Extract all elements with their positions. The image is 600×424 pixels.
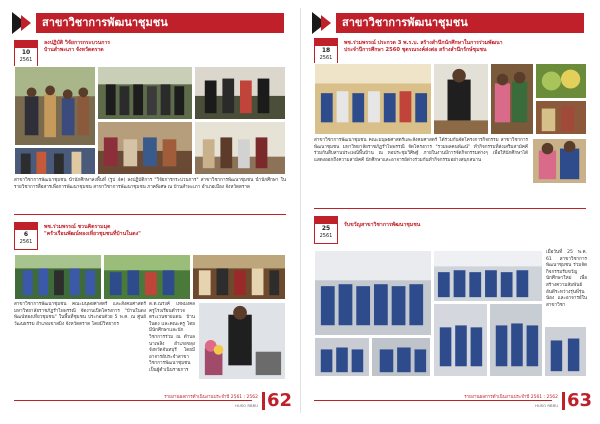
page-footer [300,392,600,412]
date-year: 2561 [19,239,33,245]
entry-caption: สาขาวิชาการพัฒนาชุมชน คณะมนุษยศาสตร์และสังคมศาสตร์ ได้ร่วมกันจัดโครงการกิจกรรม สาขาวิชาการพัฒนาชุมชน มหาวิทยาลัยราชภัฏรำไพพรรณี จัดโครงการ "รวมพลคนพัฒน์" ทำกิจกรรมที่ส่งเสริมสามัคคี ร่วมกันสืบสานประเพณีพื้นบ้าน ณ หอประชุมวิศิษฐ์ ภายในงานมีการจัดกิจกรรมต่างๆ เพื่อให้นักศึกษาได้แสดงออกถึงความสามัคคี นักศึกษาและอาจารย์ต่างร่วมกันทำกิจกรรมอย่างสนุกสนาน [314,138,528,163]
entry-heading [344,40,586,54]
footer-sub: HUSO RBRU [535,403,558,408]
event-photo [490,63,534,135]
date-year: 2561 [319,55,333,61]
date-year: 2561 [319,233,333,239]
section-divider [14,214,286,215]
entry-caption: สาขาวิชาการพัฒนาชุมชน คณะมนุษยศาสตร์ และสังคมศาสตร์ มหาวิทยาลัยราชภัฏรำไพพรรณี จัดงานเปิดโครงการ "บ้านในดงพัฒน์ทองเที่ยวชุมชน" ในพื้นที่ชุมชน ประกอบด้วย 5 พ.ค. ณ ศูนย์วัฒนธรรม อำเภอเขาสมิง จังหวัดตราด โดยมีวิทยากร [14,302,146,327]
page-number: 63 [567,390,593,411]
entry-caption: เมื่อวันที่ 25 พ.ค. 61 สาขาวิชาการพัฒนาชุมชน ร่วมจัดกิจกรรมรับขวัญนักศึกษาใหม่ เพื่อสร้างความสัมพันธ์อันดีระหว่างรุ่นพี่รุ่นน้อง และอาจารย์ในสาขาวิชา [546,250,587,308]
event-photo [14,254,102,300]
entry-heading-line1: รับขวัญสาขาวิชาการพัฒนาชุมชน [344,222,421,228]
event-photo [14,147,96,175]
event-photo [433,63,489,135]
date-day: 18 [321,47,331,54]
entry-caption: สาขาวิชาการพัฒนาชุมชน นำนักศึกษาลงพื้นที่ (รูป 4ค) ลงปฏิบัติการ "วิจัยการกระบวนการ" สาขาวิชาการพัฒนาชุมชน นำนักศึกษา ในรายวิชาการสื่อสารเพื่อการพัฒนาชุมชน สาขาวิชาการพัฒนาชุมชน ภาคพิเศษ ณ บ้านสำพะเภา อำเภอเมือง จังหวัดตราด [14,178,286,190]
entry-heading-line1: ลงปฏิบัติ วิจัยการกระบวนการ [44,40,111,46]
entry-heading-line1: พช.ร่วมพรรณ์ ประกวด 3 พ.ร.บ. สร้างสำนึกนักศึกษาในการร่วมพัฒนา [344,40,503,46]
section-title: สาขาวิชาการพัฒนาชุมชน [336,13,584,33]
section-header [12,12,284,34]
event-photo [14,66,96,146]
event-photo [97,66,193,120]
event-photo [532,138,587,184]
event-photo [194,66,286,120]
entry-caption: ด.ต.ณรงค์ เทพมงคล ครูโรงเรียนตำรวจตระเวนชายแดน บ้านในดง และคณะครู โดยมีนักศึกษาและนักวิชาการร่วม ณ ตำบลนาเพลิง อำเภอขลุง จังหวัดจันทบุรี โดยมี อาจารย์ประจำสาขาวิชาการพัฒนาชุมชนเป็นผู้ดำเนินรายการ [149,302,195,373]
section-divider [314,208,586,209]
calendar-icon [14,40,38,68]
entry-heading [344,222,544,229]
date-day: 6 [23,231,29,238]
event-photo [371,337,431,377]
date-year: 2561 [19,57,33,63]
chevron-accent-icon [21,15,31,31]
entry-heading-line2: ประจำปีการศึกษา 2560 ชุดรณรงค์ส่งต่อ สร้างสำนึกรักษ์ชุมชน [344,47,487,53]
event-photo [314,63,432,135]
calendar-icon [314,38,338,66]
page-footer [0,392,300,412]
entry-heading-line1: พช.ร่วมพรรณ์ ชวนคิดรามมุด [44,224,111,230]
event-photo [97,121,193,175]
footer-text: รายงานผลการดำเนินงานประจำปี 2561 : 2562 [164,395,258,400]
event-photo [433,250,543,302]
entry-heading [44,40,244,54]
event-photo [103,254,191,300]
page-number: 62 [267,390,293,411]
event-photo [535,63,587,99]
event-photo [314,337,370,377]
calendar-icon [314,216,338,244]
event-photo [194,121,286,175]
section-header [312,12,584,34]
entry-heading-line2: บ้านสำพะเภา จังหวัดตราด [44,47,104,53]
footer-text: รายงานผลการดำเนินงานประจำปี 2561 : 2562 [464,395,558,400]
footer-sub: HUSO RBRU [235,403,258,408]
event-photo [489,303,543,377]
event-photo [433,303,488,377]
event-photo [198,302,286,380]
event-photo [192,254,286,300]
event-photo [544,326,587,377]
page-right [300,0,600,424]
chevron-accent-icon [321,15,331,31]
date-day: 25 [321,225,331,232]
event-photo [314,250,432,336]
entry-heading [44,224,274,238]
calendar-icon [14,222,38,250]
section-title: สาขาวิชาการพัฒนาชุมชน [36,13,284,33]
entry-heading-line2: "ครัวเรือนพัฒน์ทองเที่ยวชุมชนที่บ้านในดง" [44,231,141,237]
date-day: 10 [21,49,31,56]
event-photo [535,100,587,135]
